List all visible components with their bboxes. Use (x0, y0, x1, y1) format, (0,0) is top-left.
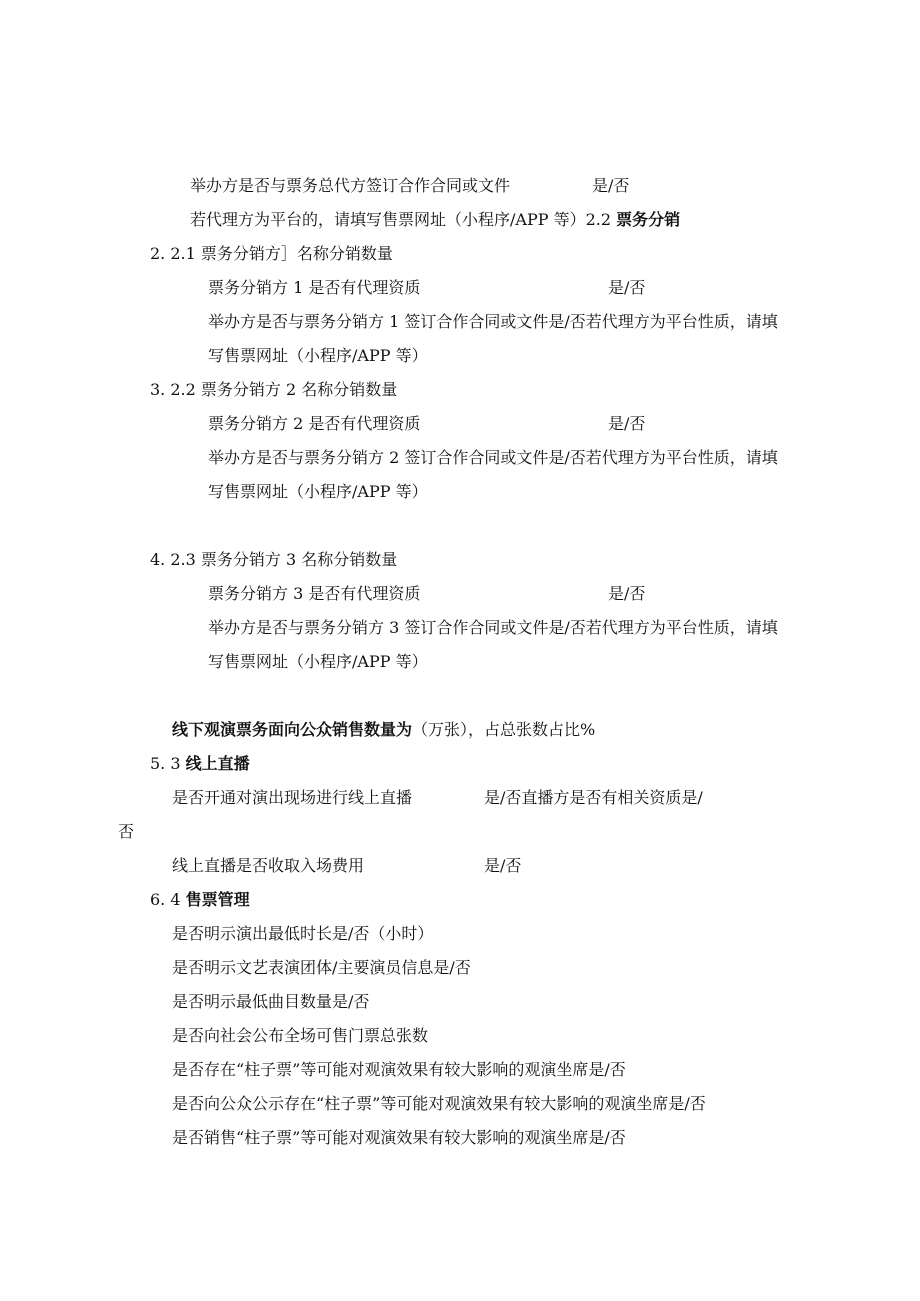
distributor-1-heading: 2. 2.1 票务分销方］名称分销数量 (150, 244, 393, 263)
distributor-3-qualification-option: 是/否 (608, 584, 646, 603)
distributor-3-url: 写售票网址（小程序/APP 等） (208, 652, 428, 671)
ticket-management-heading: 6. 4 售票管理 (150, 890, 250, 909)
livestream-heading: 5. 3 线上直播 (150, 754, 250, 773)
livestream-fee: 线上直播是否收取入场费用 (172, 856, 365, 875)
distributor-3-contract: 举办方是否与票务分销方 3 签订合作合同或文件是/否若代理方为平台性质，请填 (208, 618, 778, 637)
livestream-enabled: 是否开通对演出现场进行线上直播 (172, 788, 413, 807)
obstructed-seat-exists-line: 是否存在“柱子票”等可能对观演效果有较大影响的观演坐席是/否 (172, 1060, 626, 1079)
agency-contract-line: 举办方是否与票务总代方签订合作合同或文件 (190, 176, 511, 195)
offline-sales-line: 线下观演票务面向公众销售数量为（万张），占总张数占比% (172, 720, 596, 739)
distributor-2-qualification: 票务分销方 2 是否有代理资质 (208, 414, 421, 433)
section-heading-distribution: 票务分销 (616, 210, 681, 229)
platform-url-line: 若代理方为平台的，请填写售票网址（小程序/APP 等）2.2 票务分销 (190, 210, 681, 229)
livestream-enabled-option: 是/否直播方是否有相关资质是/ (484, 788, 703, 807)
livestream-fee-option: 是/否 (484, 856, 522, 875)
min-repertoire-line: 是否明示最低曲目数量是/否 (172, 992, 370, 1011)
distributor-2-qualification-option: 是/否 (608, 414, 646, 433)
min-duration-line: 是否明示演出最低时长是/否（小时） (172, 924, 434, 943)
distributor-2-url: 写售票网址（小程序/APP 等） (208, 482, 428, 501)
performer-info-line: 是否明示文艺表演团体/主要演员信息是/否 (172, 958, 471, 977)
distributor-1-qualification-option: 是/否 (608, 278, 646, 297)
distributor-2-heading: 3. 2.2 票务分销方 2 名称分销数量 (150, 380, 398, 399)
distributor-1-url: 写售票网址（小程序/APP 等） (208, 346, 428, 365)
distributor-3-qualification: 票务分销方 3 是否有代理资质 (208, 584, 421, 603)
agency-contract-option: 是/否 (592, 176, 630, 195)
distributor-3-heading: 4. 2.3 票务分销方 3 名称分销数量 (150, 550, 398, 569)
distributor-1-contract: 举办方是否与票务分销方 1 签订合作合同或文件是/否若代理方为平台性质，请填 (208, 312, 778, 331)
obstructed-seat-disclosure-line: 是否向公众公示存在“柱子票”等可能对观演效果有较大影响的观演坐席是/否 (172, 1094, 706, 1113)
livestream-wrap: 否 (118, 822, 135, 841)
obstructed-seat-sales-line: 是否销售“柱子票”等可能对观演效果有较大影响的观演坐席是/否 (172, 1128, 626, 1147)
distributor-1-qualification: 票务分销方 1 是否有代理资质 (208, 278, 421, 297)
distributor-2-contract: 举办方是否与票务分销方 2 签订合作合同或文件是/否若代理方为平台性质，请填 (208, 448, 778, 467)
total-tickets-line: 是否向社会公布全场可售门票总张数 (172, 1026, 429, 1045)
